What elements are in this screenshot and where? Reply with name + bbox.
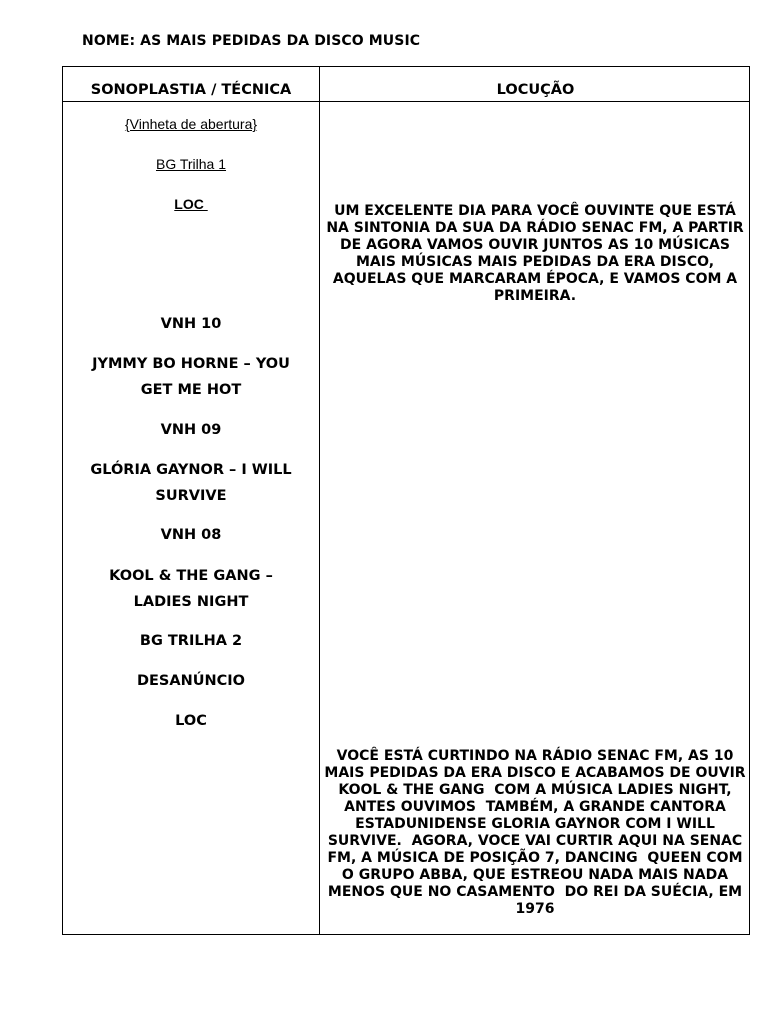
cue-bg-trilha-1: BG Trilha 1 [155, 156, 227, 172]
document-title: NOME: AS MAIS PEDIDAS DA DISCO MUSIC [82, 33, 421, 49]
header-locucao: LOCUÇÃO [496, 82, 575, 98]
cue-gloria-gaynor: GLÓRIA GAYNOR – I WILL SURVIVE [90, 462, 292, 504]
column-divider [319, 67, 320, 934]
locution-second: VOCÊ ESTÁ CURTINDO NA RÁDIO SENAC FM, AS 10 MAIS PEDIDAS DA ERA DISCO E ACABAMOS DE OUVIR KOOL & THE GANG COM A MÚSICA LADIES NIGHT, ANTES OUVIMOS TAMBÉM, A GRANDE CANTORA ESTADUNIDENSE GLORIA GAYNOR COM I WILL SURVIVE. AGORA, VOCE VAI CURTIR AQUI NA SENAC FM, A MÚSICA DE POSIÇÃO 7, DANCING QUEEN COM O GRUPO ABBA, QUE ESTREOU NADA MAIS NADA MENOS QUE NO CASAMENTO DO REI DA SUÉCIA, EM 1976 [324, 748, 761, 917]
cue-vnh-08: VNH 08 [160, 527, 222, 543]
header-sonoplastia: SONOPLASTIA / TÉCNICA [90, 82, 292, 98]
cue-vinheta-abertura: {Vinheta de abertura} [124, 116, 258, 132]
cue-desanuncio: DESANÚNCIO [136, 673, 245, 689]
cue-loc-2: LOC [175, 713, 207, 729]
cue-bg-trilha-2: BG TRILHA 2 [139, 633, 243, 649]
header-divider [63, 101, 749, 102]
cue-loc-1: LOC [174, 196, 208, 212]
cue-vnh-09: VNH 09 [160, 422, 222, 438]
cue-kool-the-gang: KOOL & THE GANG – LADIES NIGHT [109, 568, 273, 610]
cue-vnh-10: VNH 10 [160, 316, 222, 332]
locution-opening: UM EXCELENTE DIA PARA VOCÊ OUVINTE QUE ESTÁ NA SINTONIA DA SUA DA RÁDIO SENAC FM, A PARTIR DE AGORA VAMOS OUVIR JUNTOS AS 10 MÚSICAS MAIS MÚSICAS MAIS PEDIDAS DA ERA DISCO, AQUELAS QUE MARCARAM ÉPOCA, E VAMOS COM A PRIMEIRA. [326, 203, 744, 304]
cue-jymmy-bo-horne: JYMMY BO HORNE – YOU GET ME HOT [92, 356, 290, 398]
script-table [62, 66, 761, 935]
